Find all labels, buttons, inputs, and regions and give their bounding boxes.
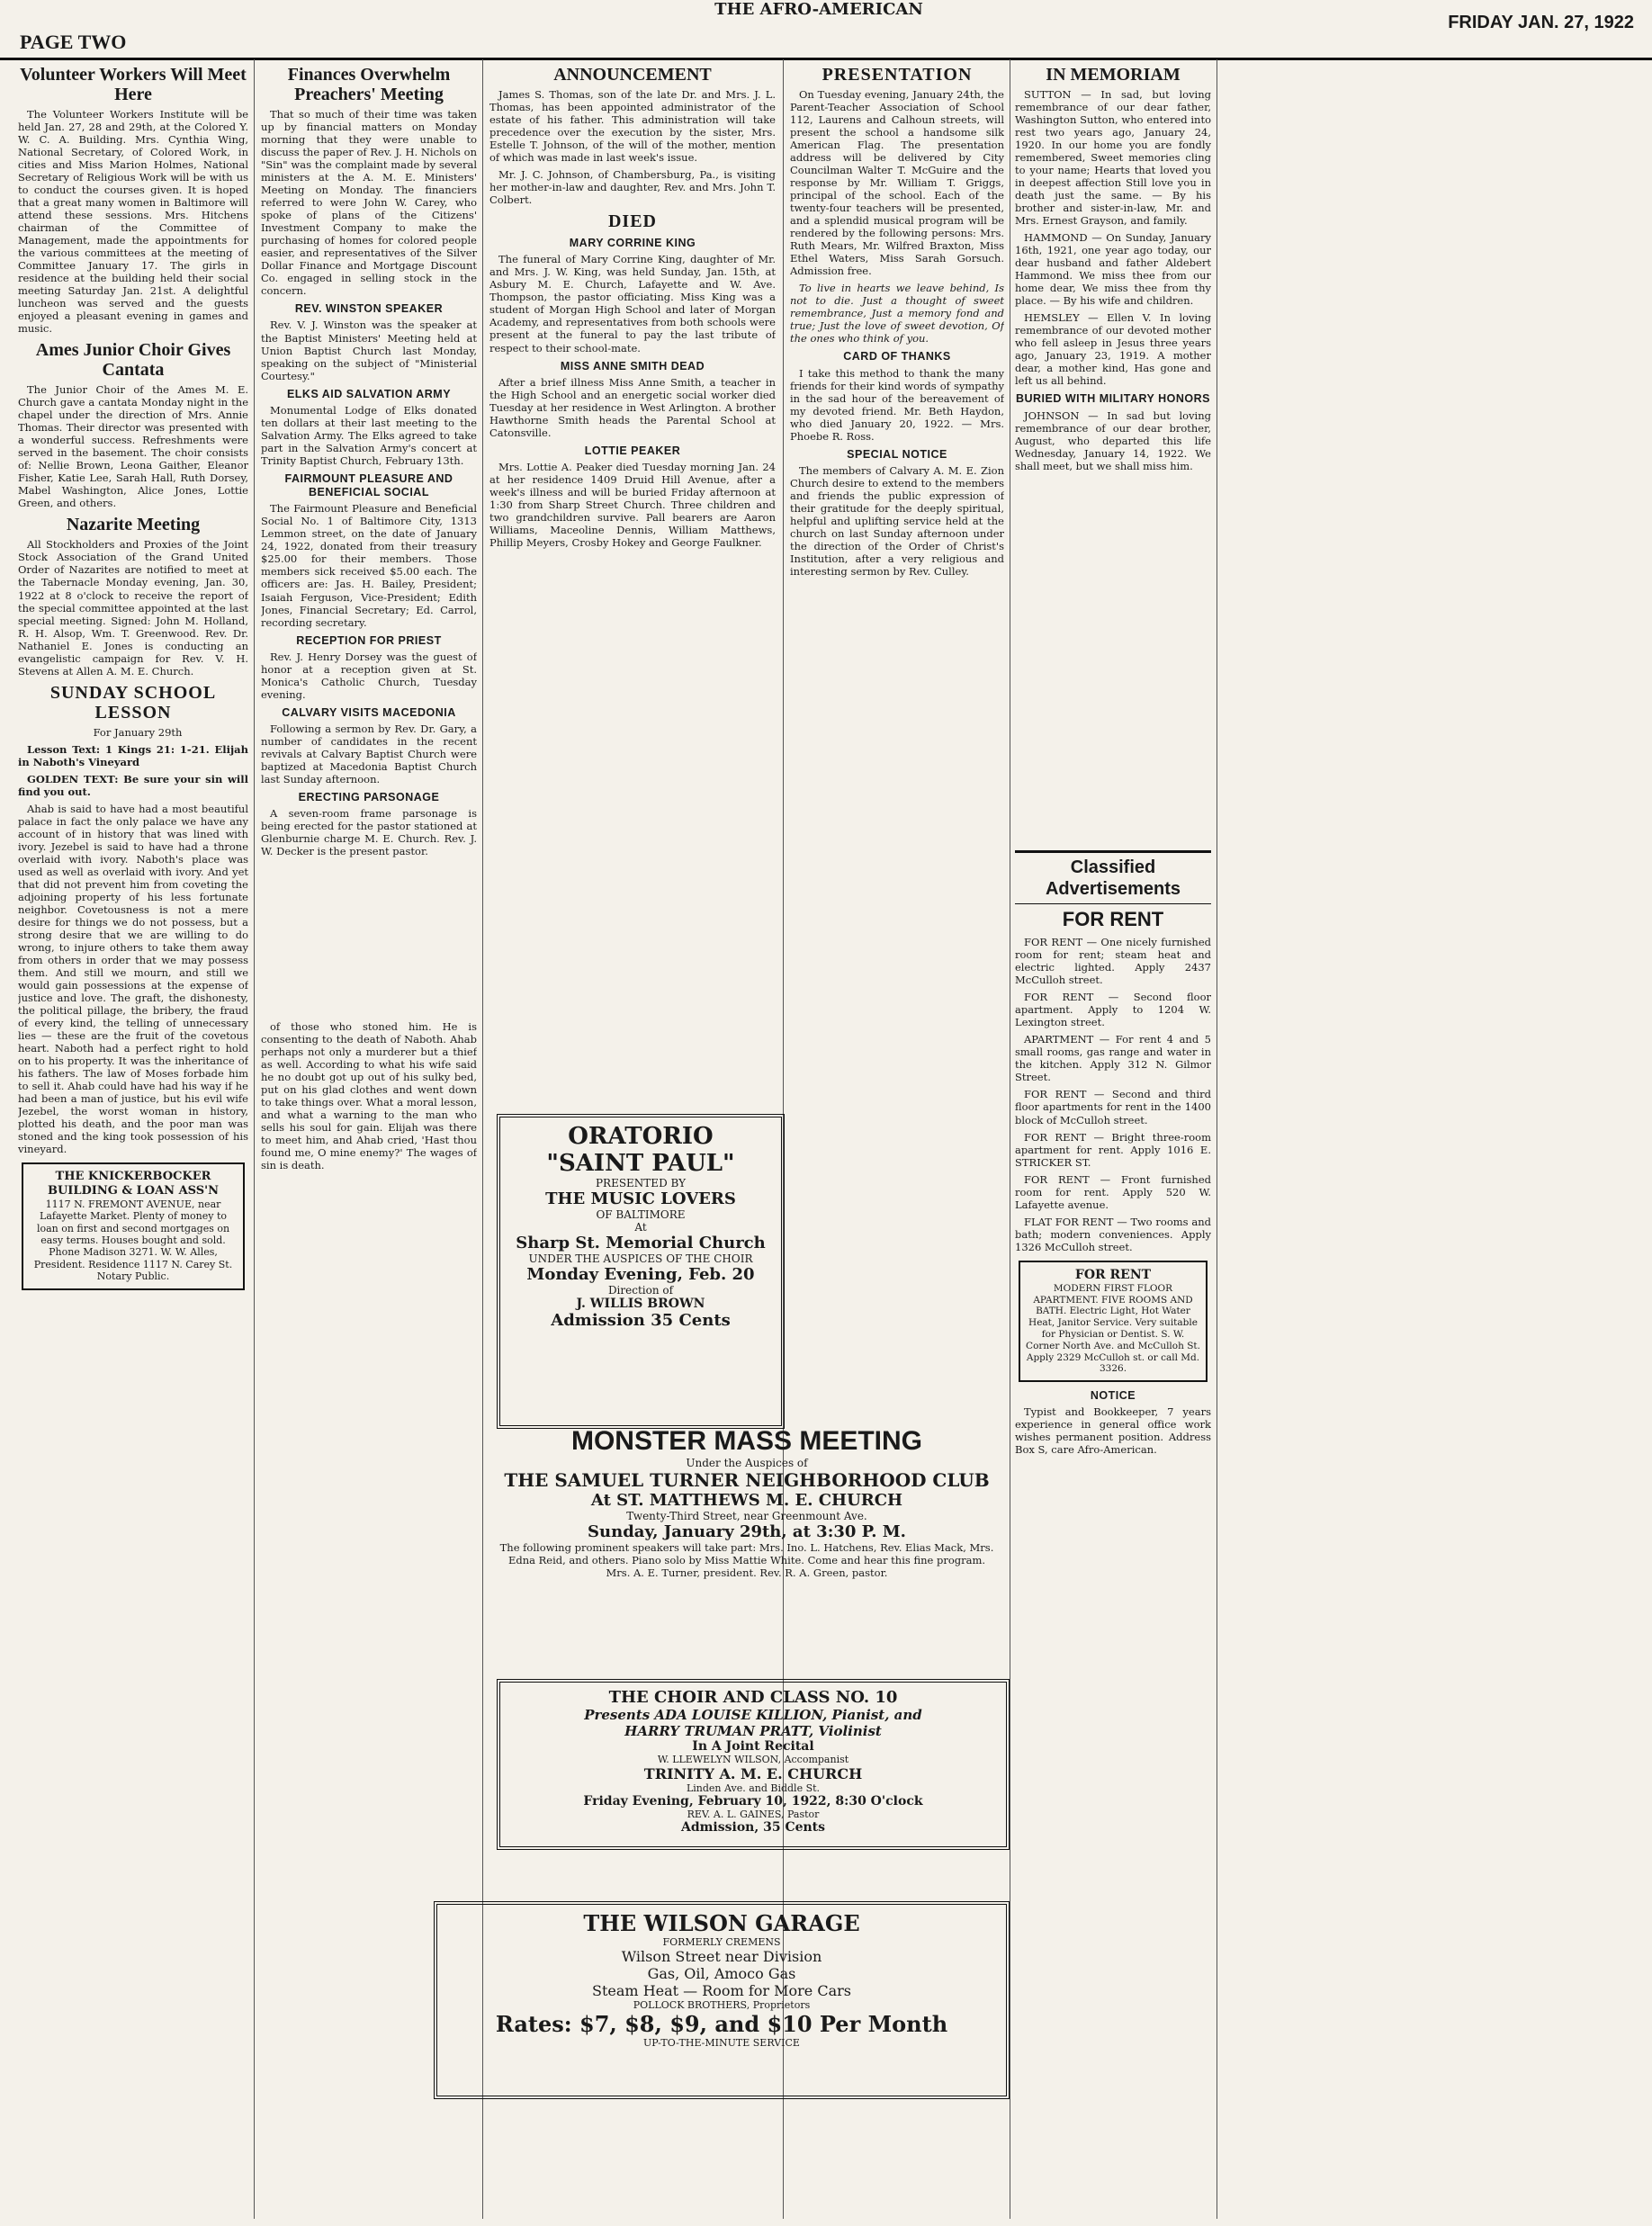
obituary-body: The funeral of Mary Corrine King, daughter of Mr. and Mrs. J. W. King, was held Sunday, Jan. 15th, at Asbury M. E. Church, Lafayette and W. Ave. Thompson, the pastor officiating. Miss King was a student of Morgan High School and later of Morgan Academy, and representatives from both schools were present at the funeral to pay the last tribute of respect to their school-mate. (489, 253, 776, 355)
headline: CARD OF THANKS (843, 350, 951, 364)
golden-text: GOLDEN TEXT: Be sure your sin will find you out. (18, 772, 248, 798)
classified-ad: FOR RENT — Second floor apartment. Apply to 1204 W. Lexington street. (1015, 991, 1211, 1029)
article-body: The members of Calvary A. M. E. Zion Church desire to extend to the members and friends the public expression of their gratitude for the deeply spiritual, helpful and uplifting service held at the church on last Sunday afternoon under the direction of the Order of Christ's Institution, after a very religious and interesting sermon by Rev. Culley. (790, 463, 1004, 579)
garage-line: Gas, Oil, Amoco Gas (647, 1965, 796, 1982)
garage-line: FORMERLY CREMENS (662, 1936, 781, 1948)
apartment-title: FOR RENT (1074, 1267, 1152, 1282)
headline: Finances Overwhelm Preachers' Meeting (287, 65, 451, 104)
mass-meeting-ad (489, 1426, 1004, 1660)
mass-meeting-title: MONSTER MASS MEETING (570, 1426, 922, 1456)
article-body: I take this method to thank the many friends for their kind words of sympathy in the sad hour of the bereavement of my devoted friend. Mr. Beth Haydon, who died January 20, 1922. — Mrs. Phoebe R. Ross. (790, 366, 1004, 443)
ad-body: 1117 N. FREMONT AVENUE, near Lafayette Market. Plenty of money to loan on first and second mortgages on easy terms. Houses bought and sold. Phone Madison 3271. W. W. Alles, President. Residence 1117 N. Carey St. Notary Public. (33, 1198, 233, 1283)
oratorio-line: PRESENTED BY (595, 1177, 687, 1189)
knickerbocker-ad (22, 1162, 245, 1290)
article-body: Monumental Lodge of Elks donated ten dollars at their last meeting to the Salvation Army. The Elks agreed to take part in the Salvation Army's concert at Trinity Baptist Church, February 13th. (261, 403, 477, 467)
classified-ad: APARTMENT — For rent 4 and 5 small rooms, gas range and water in the kitchen. Apply 312 N. Gilmor Street. (1015, 1033, 1211, 1084)
oratorio-line: At (634, 1221, 647, 1234)
lesson-date: For January 29th (93, 725, 183, 739)
recital-line: REV. A. L. GAINES, Pastor (687, 1809, 820, 1820)
classified-ad: FOR RENT — Bright three-room apartment for rent. Apply 1016 E. STRICKER ST. (1015, 1130, 1211, 1169)
headline: Volunteer Workers Will Meet Here (20, 65, 247, 104)
garage-line: POLLOCK BROTHERS, Proprietors (633, 1999, 811, 2011)
oratorio-line: UNDER THE AUSPICES OF THE CHOIR (528, 1252, 753, 1265)
lesson-reference: Lesson Text: 1 Kings 21: 1-21. Elijah in Naboth's Vineyard (18, 742, 248, 768)
memoriam-headline: IN MEMORIAM (1046, 65, 1181, 85)
garage-line: Wilson Street near Division (621, 1948, 822, 1965)
poem: To live in hearts we leave behind, Is not to die. Just a thought of sweet remembrance, Just a memory fond and true; Just the love of sweet devotion, Of the ones who think of you. (790, 282, 1004, 346)
headline: CALVARY VISITS MACEDONIA (282, 705, 456, 719)
column-1 (18, 59, 248, 2210)
recital-line: W. LLEWELYN WILSON, Accompanist (657, 1754, 849, 1765)
classified-banner: Classified Advertisements (1015, 850, 1211, 905)
garage-rates: Rates: $7, $8, $9, and $10 Per Month (495, 2011, 948, 2037)
headline: ANNOUNCEMENT (553, 65, 712, 85)
recital-venue: TRINITY A. M. E. CHURCH (643, 1765, 863, 1782)
page-label: PAGE TWO (20, 31, 127, 53)
obituary-body: Mrs. Lottie A. Peaker died Tuesday morning Jan. 24 at her residence 1409 Druid Hill Avenue, after a week's illness and will be buried Friday afternoon at 1:30 from Sharp Street Church. Three children and two grandchildren survive. Pall bearers are Aaron Williams, Maceoline Dennis, William Matthews, Phillip Meyers, Crosby Hokey and George Faulkner. (489, 461, 776, 550)
headline: RECEPTION FOR PRIEST (296, 633, 442, 647)
article-body: Mr. J. C. Johnson, of Chambersburg, Pa., is visiting her mother-in-law and daughter, Rev. and Mrs. John T. Colbert. (489, 168, 776, 207)
oratorio-admission: Admission 35 Cents (551, 1311, 731, 1330)
headline: REV. WINSTON SPEAKER (294, 302, 444, 316)
headline: SPECIAL NOTICE (847, 447, 947, 461)
article-body: That so much of their time was taken up by financial matters on Monday morning that they were unable to discuss the paper of Rev. J. H. Nichols on "Sin" was the complaint made by several ministers at the A. M. E. Ministers' Meeting on Monday. The financiers referred to were John W. Carey, who spoke of plans of the Citizens' Investment Company to make the purchasing of homes for colored people easier, and representatives of the Silver Dollar Finance and Mortgage Discount Co. engaged in selling stock in the concern. (261, 108, 477, 298)
column-4 (790, 59, 1004, 977)
memoriam-body: SUTTON — In sad, but loving remembrance of our dear father, Washington Sutton, who entered into rest two years ago, January 24, 1920. In our home you are fondly remembered, Sweet memories cling to your name; Hearts that loved you in deepest affection Still love you in death just the same. — By his brother and sister-in-law, Mr. and Mrs. Ernest Grayson, and family. (1015, 88, 1211, 228)
for-rent-header: FOR RENT (1062, 908, 1164, 931)
oratorio-director: J. WILLIS BROWN (576, 1297, 705, 1311)
article-body: Following a sermon by Rev. Dr. Gary, a number of candidates in the recent revivals at Calvary Baptist Church were baptized at Macedonia Baptist Church last Sunday afternoon. (261, 723, 477, 786)
column-rule (482, 59, 483, 2219)
mass-meeting-date: Sunday, January 29th, at 3:30 P. M. (588, 1522, 906, 1541)
garage-line: Steam Heat — Room for More Cars (592, 1982, 851, 1999)
column-2 (261, 59, 477, 2210)
recital-line: Presents ADA LOUISE KILLION, Pianist, and (584, 1707, 922, 1723)
article-body: On Tuesday evening, January 24th, the Parent-Teacher Association of School 112, Laurens and Calhoun streets, will present the school a handsome silk American Flag. The presentation address will be delivered by City Councilman Walter T. McGuire and the response by Mr. William T. Griggs, principal of the school. Each of the twenty-four teachers will be presented, and a splendid musical program will be rendered by the following persons: Mrs. Ruth Mears, Mr. Wilfred Braxton, Miss Ethel Waters, Miss Sarah Gorsuch. Admission free. (790, 88, 1004, 278)
masthead (0, 0, 1652, 60)
article-body: The Junior Choir of the Ames M. E. Church gave a cantata Monday night in the chapel under the direction of Mrs. Annie Thomas. Their director was presented with a wonderful success. Refreshments were served in the basement. The choir consists of: Nellie Brown, Leona Gaither, Eleanor Fisher, Katie Lee, Sarah Hall, Ruth Dorsey, Mabel Washington, Alice Jones, Lottie Green, and others. (18, 383, 248, 510)
article-body: Rev. V. J. Winston was the speaker at the Baptist Ministers' Meeting held at Union Baptist Church last Monday, speaking on the subject of "Ministerial Courtesy." (261, 319, 477, 382)
apartment-body: MODERN FIRST FLOOR APARTMENT. FIVE ROOMS AND BATH. Electric Light, Hot Water Heat, Janitor Service. Very suitable for Physician or Dentist. S. W. Corner North Ave. and McCulloh St. Apply 2329 McCulloh st. or call Md. 3326. (1026, 1282, 1200, 1375)
paper-name: THE AFRO-AMERICAN (714, 0, 923, 19)
article-body: James S. Thomas, son of the late Dr. and Mrs. J. L. Thomas, has been appointed administrator of the estate of his father. This administration will take precedence over the execution by the sister, Mrs. Estelle T. Johnson, of the will of the mother, mention of which was made in last week's issue. (489, 88, 776, 165)
obituary-body: After a brief illness Miss Anne Smith, a teacher in the High School and an energetic social worker died Tuesday at her residence in West Arlington. A brother Hawthorne Smith heads the Parental School at Catonsville. (489, 375, 776, 439)
notice-body: Typist and Bookkeeper, 7 years experience in general office work wishes permanent position. Address Box S, care Afro-American. (1015, 1405, 1211, 1457)
lesson-body: Ahab is said to have had a most beautiful palace in fact the only palace we have any account of in history that was lined with ivory. Jezebel is said to have had a throne overlaid with ivory. Naboth's place was used as well as overlaid with ivory. And yet that did not prevent him from coveting the adjoining property of his less fortunate neighbor. Covetousness is not a mere desire for things we do not possess, but a strong desire that we are willing to do wrong, to injure others to take them away from others in order that we may possess them. And still we mourn, and still we would gain possessions at the expense of justice and love. The graft, the dishonesty, the political pillage, the bribery, the fraud of every kind, the telling of unnecessary lies — these are the fruit of the covetous heart. Naboth had a perfect right to hold on to his property. It was the inheritance of his fathers. The law of Moses forbade him to sell it. Ahab could have had his way if he had been a man of justice, but his evil wife Jezebel, the worst woman in history, plotted his death, and the poor man was stoned and the king took possession of his vineyard. (18, 802, 248, 1156)
classified-ad: FOR RENT — Front furnished room for rent. Apply 520 W. Lafayette avenue. (1015, 1172, 1211, 1211)
obituary-title: MISS ANNE SMITH DEAD (560, 359, 705, 372)
recital-title: THE CHOIR AND CLASS NO. 10 (608, 1688, 898, 1707)
oratorio-line: Direction of (607, 1284, 674, 1297)
oratorio-line: THE MUSIC LOVERS (545, 1189, 736, 1208)
memoriam-body: HEMSLEY — Ellen V. In loving remembrance of our devoted mother who fell asleep in Jesus three years ago, January 23, 1919. A mother dear, a mother kind, Has gone and left us all behind. (1015, 311, 1211, 388)
recital-line: In A Joint Recital (692, 1739, 814, 1754)
article-body: Rev. J. Henry Dorsey was the guest of honor at a reception given at St. Monica's Catholic Church, Tuesday evening. (261, 650, 477, 701)
notice-title: NOTICE (1090, 1389, 1136, 1403)
article-body: All Stockholders and Proxies of the Joint Stock Association of the Grand United Order of Nazarites are notified to meet at the Tabernacle Monday evening, Jan. 30, 1922 at 8 o'clock to receive the report of the special committee appointed at the last special meeting. Signed: John M. Holland, R. H. Alsop, Wm. T. Greenwood. Rev. Dr. Nathaniel E. Jones is conducting an evangelistic campaign for Rev. V. H. Stevens at Allen A. M. E. Church. (18, 538, 248, 678)
classified-ad: FLAT FOR RENT — Two rooms and bath; modern conveniences. Apply 1326 McCulloh street. (1015, 1215, 1211, 1253)
oratorio-title: ORATORIO (568, 1123, 714, 1150)
column-5 (1015, 59, 1211, 2210)
column-rule (254, 59, 255, 2219)
oratorio-work: "SAINT PAUL" (546, 1150, 735, 1177)
obituary-title: MARY CORRINE KING (569, 237, 696, 250)
classified-ad: FOR RENT — Second and third floor apartments for rent in the 1400 block of McCulloh street. (1015, 1088, 1211, 1126)
recital-line: Linden Ave. and Biddle St. (686, 1782, 821, 1794)
mass-meeting-place: At ST. MATTHEWS M. E. CHURCH (590, 1491, 903, 1510)
oratorio-ad (497, 1114, 785, 1429)
oratorio-line: OF BALTIMORE (596, 1208, 686, 1221)
lesson-headline: SUNDAY SCHOOL LESSON (49, 682, 217, 723)
issue-date: FRIDAY JAN. 27, 1922 (1448, 13, 1634, 32)
article-body: of those who stoned him. He is consenting to the death of Naboth. Ahab perhaps not only a murderer but a thief as well. According to what his wife said he no doubt got up out of his sulky bed, put on his glad clothes and went down to take things over. What a moral lesson, and what a warning to the man who sells his soul for gain. Elijah was there to meet him, and Ahab cried, 'Hast thou found me, O mine enemy?' The wages of sin is death. (261, 1019, 477, 1171)
oratorio-date: Monday Evening, Feb. 20 (526, 1265, 755, 1284)
ad-title: THE KNICKERBOCKER BUILDING & LOAN ASS'N (47, 1170, 220, 1198)
column-3 (489, 59, 776, 1031)
mass-meeting-address: Twenty-Third Street, near Greenmount Ave. (626, 1510, 867, 1522)
classified-ad: FOR RENT — One nicely furnished room for rent; steam heat and electric lighted. Apply 2437 McCulloh street. (1015, 936, 1211, 987)
headline: BURIED WITH MILITARY HONORS (1015, 392, 1211, 406)
headline: Ames Junior Choir Gives Cantata (35, 340, 231, 381)
apartment-ad (1019, 1261, 1208, 1382)
garage-line: UP-TO-THE-MINUTE SERVICE (643, 2037, 800, 2049)
headline: Nazarite Meeting (66, 515, 201, 535)
memoriam-body: HAMMOND — On Sunday, January 16th, 1921, one year ago today, our dear husband and father Aldebert Hammond. We miss thee from our home dear, We miss thee from thy place. — By his wife and children. (1015, 231, 1211, 308)
article-body: A seven-room frame parsonage is being erected for the pastor stationed at Glenburnie charge M. E. Church. Rev. J. W. Decker is the present pastor. (261, 807, 477, 858)
headline: FAIRMOUNT PLEASURE AND BENEFICIAL SOCIAL (284, 471, 453, 499)
article-body: The Volunteer Workers Institute will be held Jan. 27, 28 and 29th, at the Colored Y. W. C. A. Building. Mrs. Cynthia Wing, National Secretary, of Colored Work, in cities and Miss Marion Holmes, National Secretary of Religious Work will be with us to conduct the courses given. It is hoped that a great many women in Baltimore will attend these sessions. Mrs. Hitchens chairman of the Committee of Management, made the appointments for the various committees at the meeting of Committee January 17. The girls in residence at the building held their social meeting Saturday Jan. 21st. A delightful luncheon was served and the guests enjoyed a pleasant evening in games and music. (18, 108, 248, 336)
headline: ERECTING PARSONAGE (298, 791, 440, 804)
oratorio-venue: Sharp St. Memorial Church (516, 1234, 766, 1252)
headline: PRESENTATION (822, 65, 973, 85)
recital-date: Friday Evening, February 10, 1922, 8:30 O'clock (583, 1794, 923, 1809)
article-body: The Fairmount Pleasure and Beneficial Social No. 1 of Baltimore City, 1313 Lemmon street, on the date of January 24, 1922, donated from their treasury $25.00 for their members. Those members sick received $5.00 each. The officers are: Jas. H. Bailey, President; Isaiah Ferguson, Vice-President; Edith Jones, Financial Secretary; Ed. Carrol, recording secretary. (261, 502, 477, 629)
obituary-title: LOTTIE PEAKER (584, 444, 681, 457)
died-headline: DIED (607, 211, 657, 232)
mass-meeting-sub: Under the Auspices of (686, 1457, 808, 1469)
garage-title: THE WILSON GARAGE (583, 1910, 860, 1936)
choir-recital-ad (497, 1679, 1010, 1850)
article-body: JOHNSON — In sad but loving remembrance of our dear brother, August, who departed this life Wednesday, January 14, 1922. We shall meet, but we shall miss him. (1015, 408, 1211, 472)
headline: ELKS AID SALVATION ARMY (286, 387, 452, 400)
recital-line: HARRY TRUMAN PRATT, Violinist (624, 1723, 882, 1739)
wilson-garage-ad (434, 1901, 1010, 2099)
mass-meeting-body: The following prominent speakers will take part: Mrs. Ino. L. Hatchens, Rev. Elias Mack, Mrs. Edna Reid, and others. Piano solo by Miss Mattie White. Come and hear this fine program. Mrs. A. E. Turner, president. Rev. R. A. Green, pastor. (499, 1541, 994, 1579)
mass-meeting-club: THE SAMUEL TURNER NEIGHBORHOOD CLUB (504, 1469, 990, 1491)
recital-admission: Admission, 35 Cents (680, 1820, 826, 1835)
